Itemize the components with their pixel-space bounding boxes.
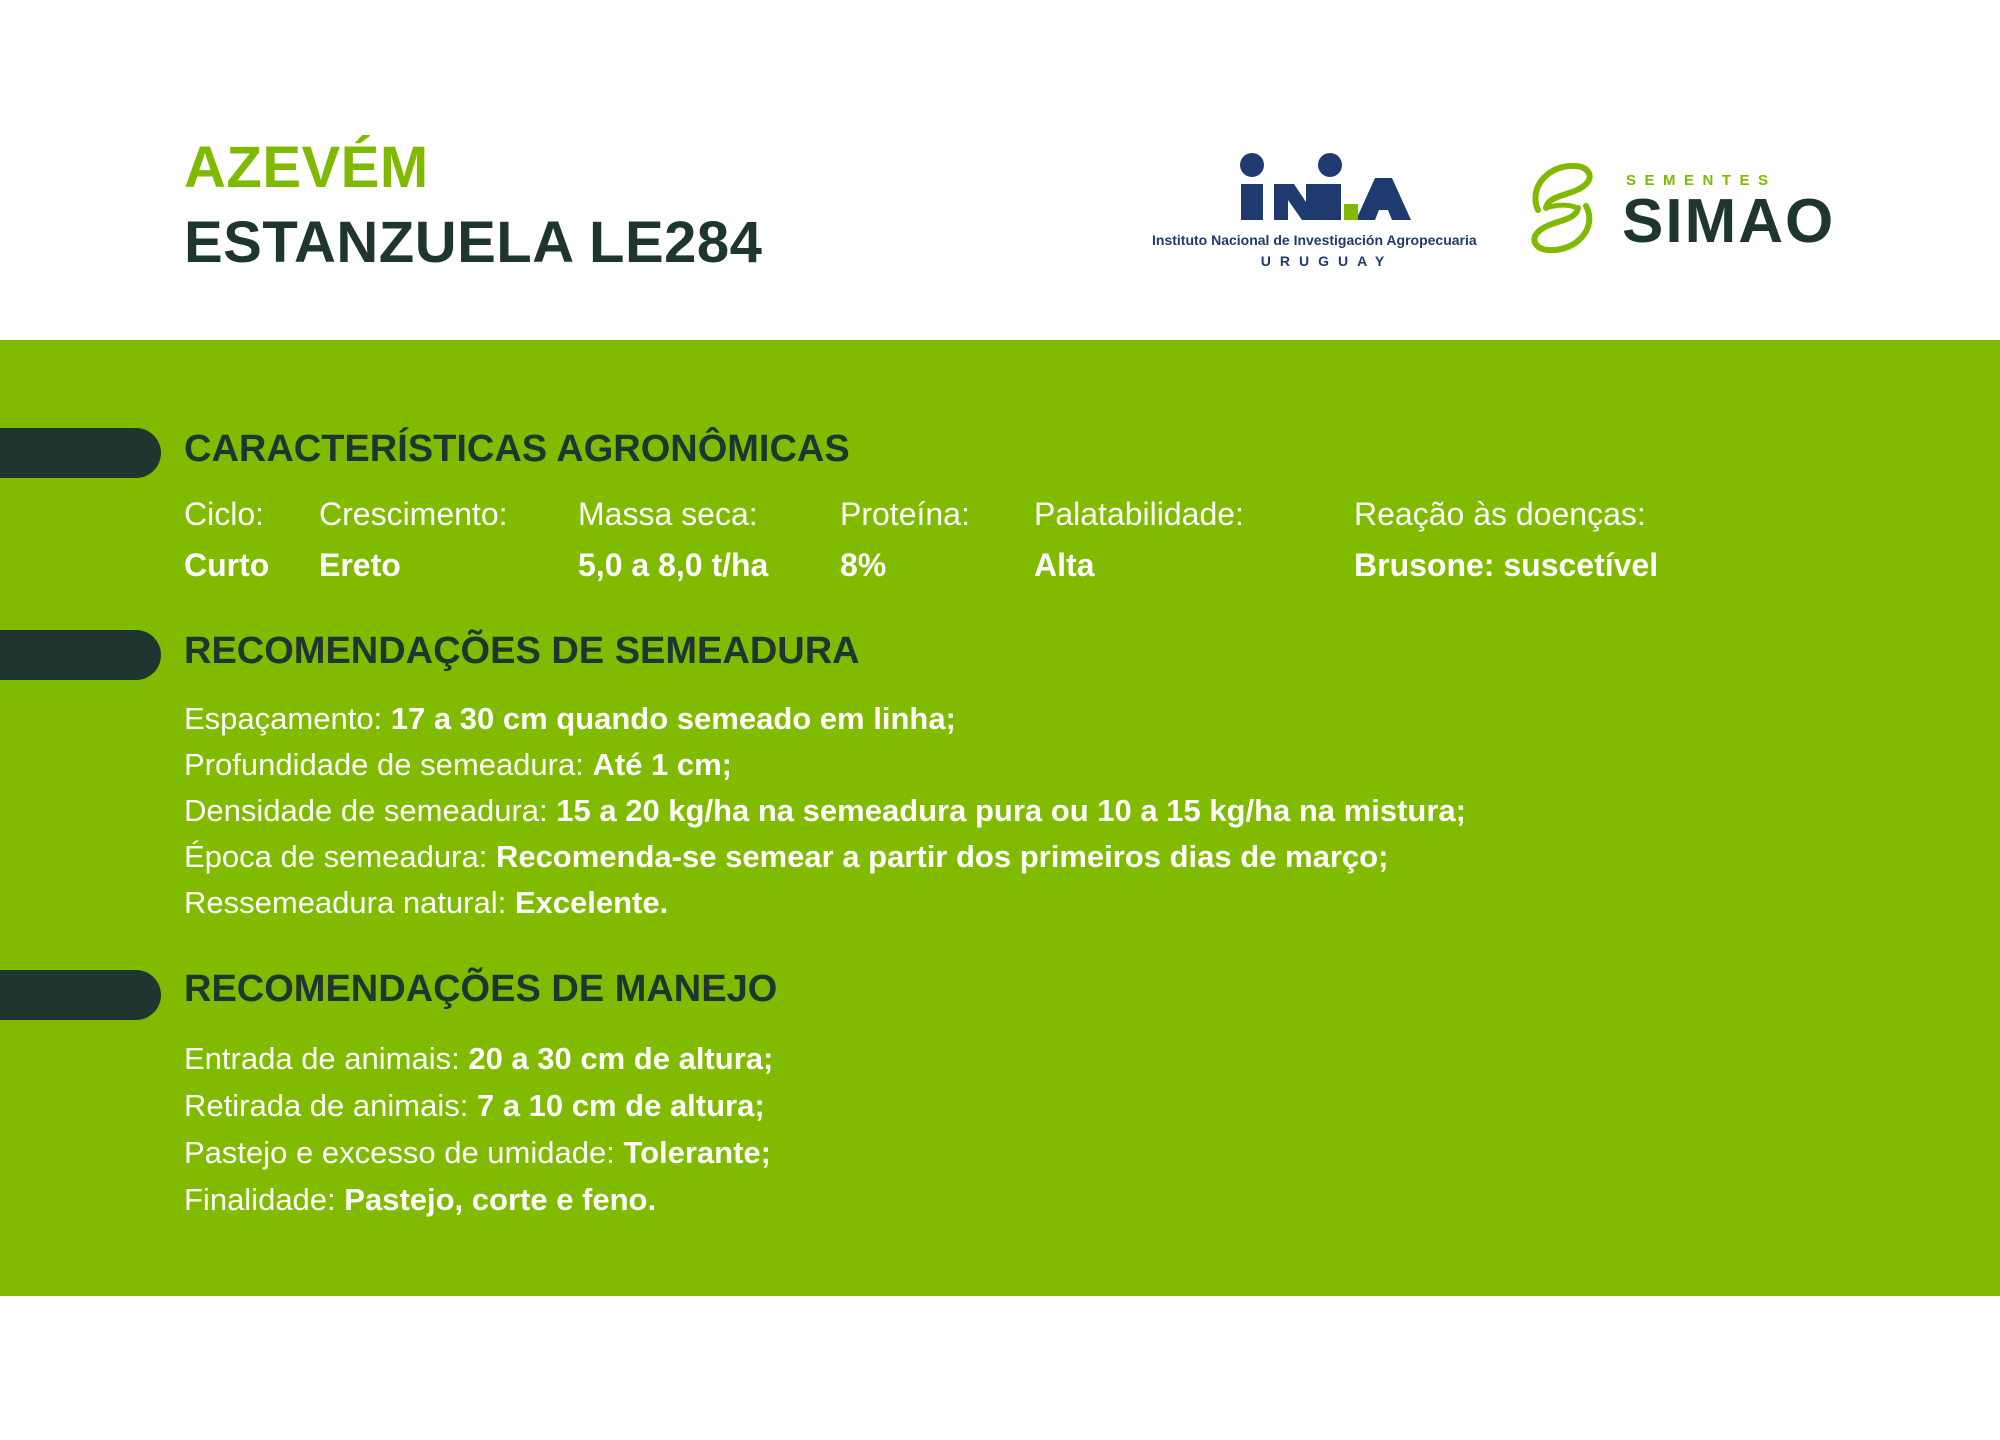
item-label: Massa seca: xyxy=(578,496,758,532)
item-label: Palatabilidade: xyxy=(1034,496,1244,532)
product-name-title: ESTANZUELA LE284 xyxy=(184,210,763,275)
agronomic-item-reacao-doencas xyxy=(1354,493,1658,586)
sowing-row xyxy=(184,699,956,739)
agronomic-item-crescimento xyxy=(319,493,508,586)
section-marker xyxy=(0,630,161,680)
section-title-agronomic: CARACTERÍSTICAS AGRONÔMICAS xyxy=(184,428,850,470)
row-label: Profundidade de semeadura: xyxy=(184,747,593,782)
section-title-sowing: RECOMENDAÇÕES DE SEMEADURA xyxy=(184,630,860,672)
item-value: Brusone: suscetível xyxy=(1354,547,1659,583)
sowing-row xyxy=(184,837,1388,877)
row-value: Excelente. xyxy=(514,885,669,920)
inia-country: URUGUAY xyxy=(1260,253,1394,269)
row-label: Ressemeadura natural: xyxy=(184,885,515,920)
row-label: Retirada de animais: xyxy=(184,1088,477,1123)
item-value: Ereto xyxy=(319,547,401,583)
sowing-row xyxy=(184,745,732,785)
row-value: 15 a 20 kg/ha na semeadura pura ou 10 a 15 kg/ha na mistura; xyxy=(556,793,1466,828)
row-label: Finalidade: xyxy=(184,1182,345,1217)
row-value: 17 a 30 cm quando semeado em linha; xyxy=(390,701,956,736)
simao-leaf-icon xyxy=(1528,158,1598,258)
row-label: Entrada de animais: xyxy=(184,1041,469,1076)
item-value: 8% xyxy=(840,547,887,583)
row-label: Densidade de semeadura: xyxy=(184,793,557,828)
row-label: Pastejo e excesso de umidade: xyxy=(184,1135,624,1170)
item-label: Proteína: xyxy=(840,496,970,532)
row-value: 7 a 10 cm de altura; xyxy=(476,1088,765,1123)
management-row xyxy=(184,1180,656,1220)
item-label: Ciclo: xyxy=(184,496,265,532)
agronomic-item-proteina xyxy=(840,493,970,586)
sowing-row xyxy=(184,791,1466,831)
section-marker xyxy=(0,428,161,478)
inia-logo xyxy=(1150,150,1510,270)
management-row xyxy=(184,1086,765,1126)
row-label: Espaçamento: xyxy=(184,701,391,736)
management-row xyxy=(184,1039,773,1079)
section-marker xyxy=(0,970,161,1020)
row-label: Época de semeadura: xyxy=(184,839,496,874)
agronomic-item-ciclo xyxy=(184,493,269,586)
row-value: Pastejo, corte e feno. xyxy=(344,1182,657,1217)
product-category-title: AZEVÉM xyxy=(184,135,429,200)
agronomic-item-massa-seca xyxy=(578,493,768,586)
row-value: Tolerante; xyxy=(623,1135,771,1170)
item-value: Curto xyxy=(184,547,270,583)
row-value: Recomenda-se semear a partir dos primeiros dias de março; xyxy=(495,839,1389,874)
row-value: 20 a 30 cm de altura; xyxy=(468,1041,774,1076)
simao-wordmark: SIMAO xyxy=(1622,187,1836,256)
item-value: Alta xyxy=(1034,547,1095,583)
management-row xyxy=(184,1133,771,1173)
simao-tagline: SEMENTES xyxy=(1626,172,1777,189)
item-value: 5,0 a 8,0 t/ha xyxy=(578,547,769,583)
inia-caption: Instituto Nacional de Investigación Agropecuaria xyxy=(1152,232,1477,248)
row-value: Até 1 cm; xyxy=(592,747,732,782)
section-title-management: RECOMENDAÇÕES DE MANEJO xyxy=(184,968,778,1010)
item-label: Reação às doenças: xyxy=(1354,496,1646,532)
item-label: Crescimento: xyxy=(319,496,508,532)
agronomic-item-palatabilidade xyxy=(1034,493,1244,586)
sowing-row xyxy=(184,883,668,923)
